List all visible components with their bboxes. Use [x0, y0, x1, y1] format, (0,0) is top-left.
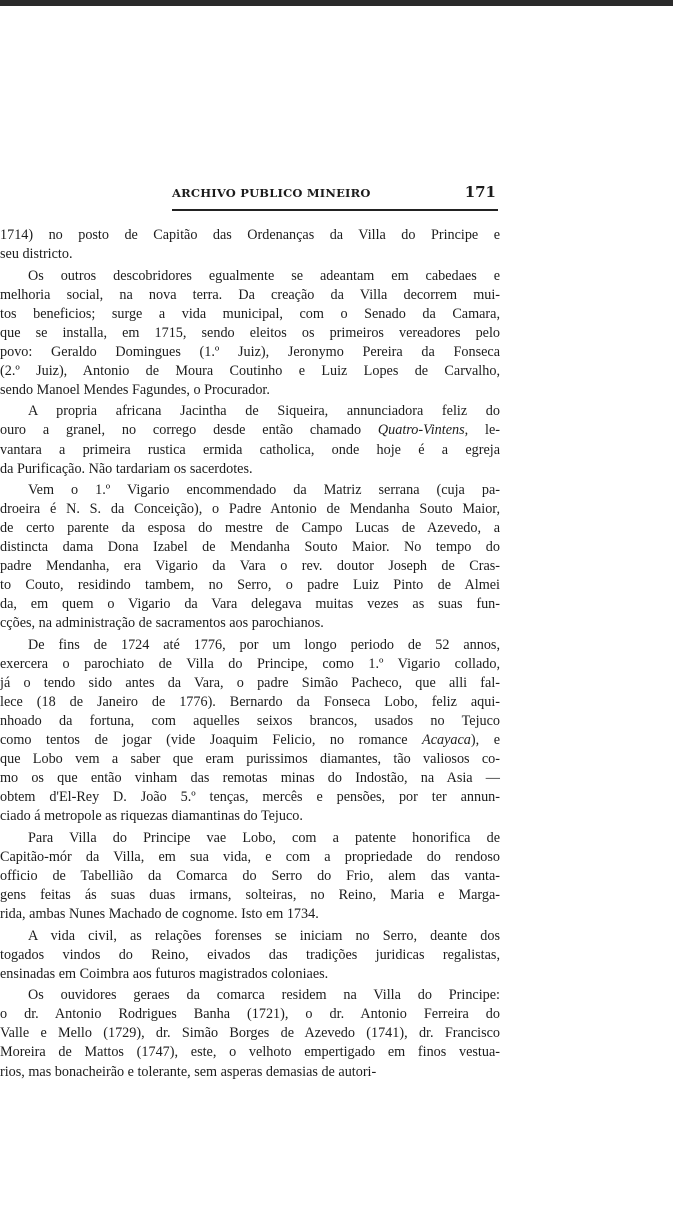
page-top-edge: [0, 0, 673, 6]
italic-title: Acayaca: [422, 732, 471, 749]
text-line: Moreira de Mattos (1747), este, o velhoto empertigado em finos vestua-: [0, 1044, 500, 1061]
header-rule: [172, 209, 498, 211]
body-text: [0, 226, 500, 1084]
text-line: já o tendo sido antes da Vara, o padre Simão Pacheco, que alli fal-: [0, 675, 500, 692]
text-line: distincta dama Dona Izabel de Mendanha Souto Maior. No tempo do: [0, 539, 500, 556]
text-line: exercera o parochiato de Villa do Principe, como 1.º Vigario collado,: [0, 656, 500, 673]
text-line: de certo parente da esposa do mestre de Campo Lucas de Azevedo, a: [0, 520, 500, 537]
paragraph: [0, 226, 500, 264]
text-line: o dr. Antonio Rodrigues Banha (1721), o dr. Antonio Ferreira do: [0, 1006, 500, 1023]
text-line: ouro a granel, no corrego desde então chamado Quatro-Vintens, le-: [0, 422, 500, 439]
text-line: togados vindos do Reino, eivados das tradições juridicas regalistas,: [0, 946, 500, 963]
paragraph: [0, 267, 500, 400]
paragraph: [0, 986, 500, 1081]
text-line: lece (18 de Janeiro de 1776). Bernardo da Fonseca Lobo, feliz aqui-: [0, 694, 500, 711]
paragraph: [0, 636, 500, 826]
text-line: ciado á metropole as riquezas diamantinas do Tejuco.: [0, 808, 303, 825]
running-title: ARCHIVO PUBLICO MINEIRO: [172, 186, 371, 200]
text-line: padre Mendanha, era Vigario da Vara o rev. doutor Joseph de Cras-: [0, 558, 500, 575]
text-line: como tentos de jogar (vide Joaquim Felicio, no romance Acayaca), e: [0, 732, 501, 749]
running-header: [172, 183, 496, 206]
text-line: da Purificação. Não tardariam os sacerdotes.: [0, 460, 253, 477]
text-line: droeira é N. S. da Conceição), o Padre Antonio de Mendanha Souto Maior,: [0, 501, 500, 518]
text-line: da, em quem o Vigario da Vara delegava muitas vezes as suas fun-: [0, 596, 500, 613]
text-line: 1714) no posto de Capitão das Ordenanças da Villa do Principe e: [0, 227, 500, 243]
text-line: sendo Manoel Mendes Fagundes, o Procurador.: [0, 381, 270, 398]
paragraph: [0, 829, 500, 924]
text-line: Capitão-mór da Villa, em sua vida, e com a propriedade do rendoso: [0, 849, 500, 865]
text-line: cções, na administração de sacramentos aos parochianos.: [0, 615, 324, 632]
text-line: ensinadas em Coimbra aos futuros magistrados coloniaes.: [0, 965, 329, 982]
paragraph-gap: [0, 1082, 500, 1085]
text-line: to Couto, residindo tambem, no Serro, o padre Luiz Pinto de Almei: [0, 577, 500, 594]
text-line: A propria africana Jacintha de Siqueira, annunciadora feliz do: [28, 403, 500, 420]
text-line: que Lobo vem a saber que eram purissimos diamantes, tão valiosos co-: [0, 751, 500, 768]
italic-title: Quatro-Vintens: [377, 422, 465, 439]
text-line: Para Villa do Principe vae Lobo, com a patente honorifica de: [28, 829, 500, 846]
paragraph: [0, 402, 500, 478]
text-line: melhoria social, na nova terra. Da creação da Villa decorrem mui-: [0, 286, 500, 303]
text-line: nhoado da fortuna, com aquelles seixos brancos, usados no Tejuco: [0, 713, 500, 730]
text-line: que se installa, em 1715, sendo eleitos os primeiros vereadores pelo: [0, 324, 500, 341]
text-line: De fins de 1724 até 1776, por um longo periodo de 52 annos,: [28, 636, 500, 653]
text-line: mo os que então vinham das remotas minas do Indostão, na Asia —: [0, 770, 500, 787]
text-line: Os outros descobridores egualmente se adeantam em cabedaes e: [28, 267, 500, 284]
paragraph: [0, 927, 500, 984]
text-line: gens feitas ás suas duas irmans, solteiras, no Reino, Maria e Marga-: [0, 887, 500, 904]
text-line: rios, mas bonacheirão e tolerante, sem asperas demasias de autori-: [0, 1063, 377, 1080]
text-line: officio de Tabellião da Comarca do Serro do Frio, alem das vanta-: [0, 868, 500, 885]
text-line: Os ouvidores geraes da comarca residem na Villa do Principe:: [28, 987, 500, 1004]
page-number: 171: [464, 183, 496, 201]
text-line: vantara a primeira rustica ermida catholica, onde hoje é a egreja: [0, 441, 500, 458]
text-line: A vida civil, as relações forenses se iniciam no Serro, deante dos: [28, 927, 500, 944]
text-line: seu districto.: [0, 246, 73, 263]
text-line: obtem d'El-Rey D. João 5.º tenças, mercês e pensões, por ter annun-: [0, 789, 500, 806]
text-line: tos beneficios; surge a vida municipal, com o Senado da Camara,: [0, 305, 500, 322]
text-line: Vem o 1.º Vigario encommendado da Matriz serrana (cuja pa-: [28, 482, 500, 499]
paragraph: [0, 481, 500, 633]
text-line: (2.º Juiz), Antonio de Moura Coutinho e Luiz Lopes de Carvalho,: [0, 362, 500, 379]
text-line: Valle e Mello (1729), dr. Simão Borges de Azevedo (1741), dr. Francisco: [0, 1025, 500, 1042]
text-line: povo: Geraldo Domingues (1.º Juiz), Jeronymo Pereira da Fonseca: [0, 343, 500, 360]
text-line: rida, ambas Nunes Machado de cognome. Isto em 1734.: [0, 906, 319, 923]
